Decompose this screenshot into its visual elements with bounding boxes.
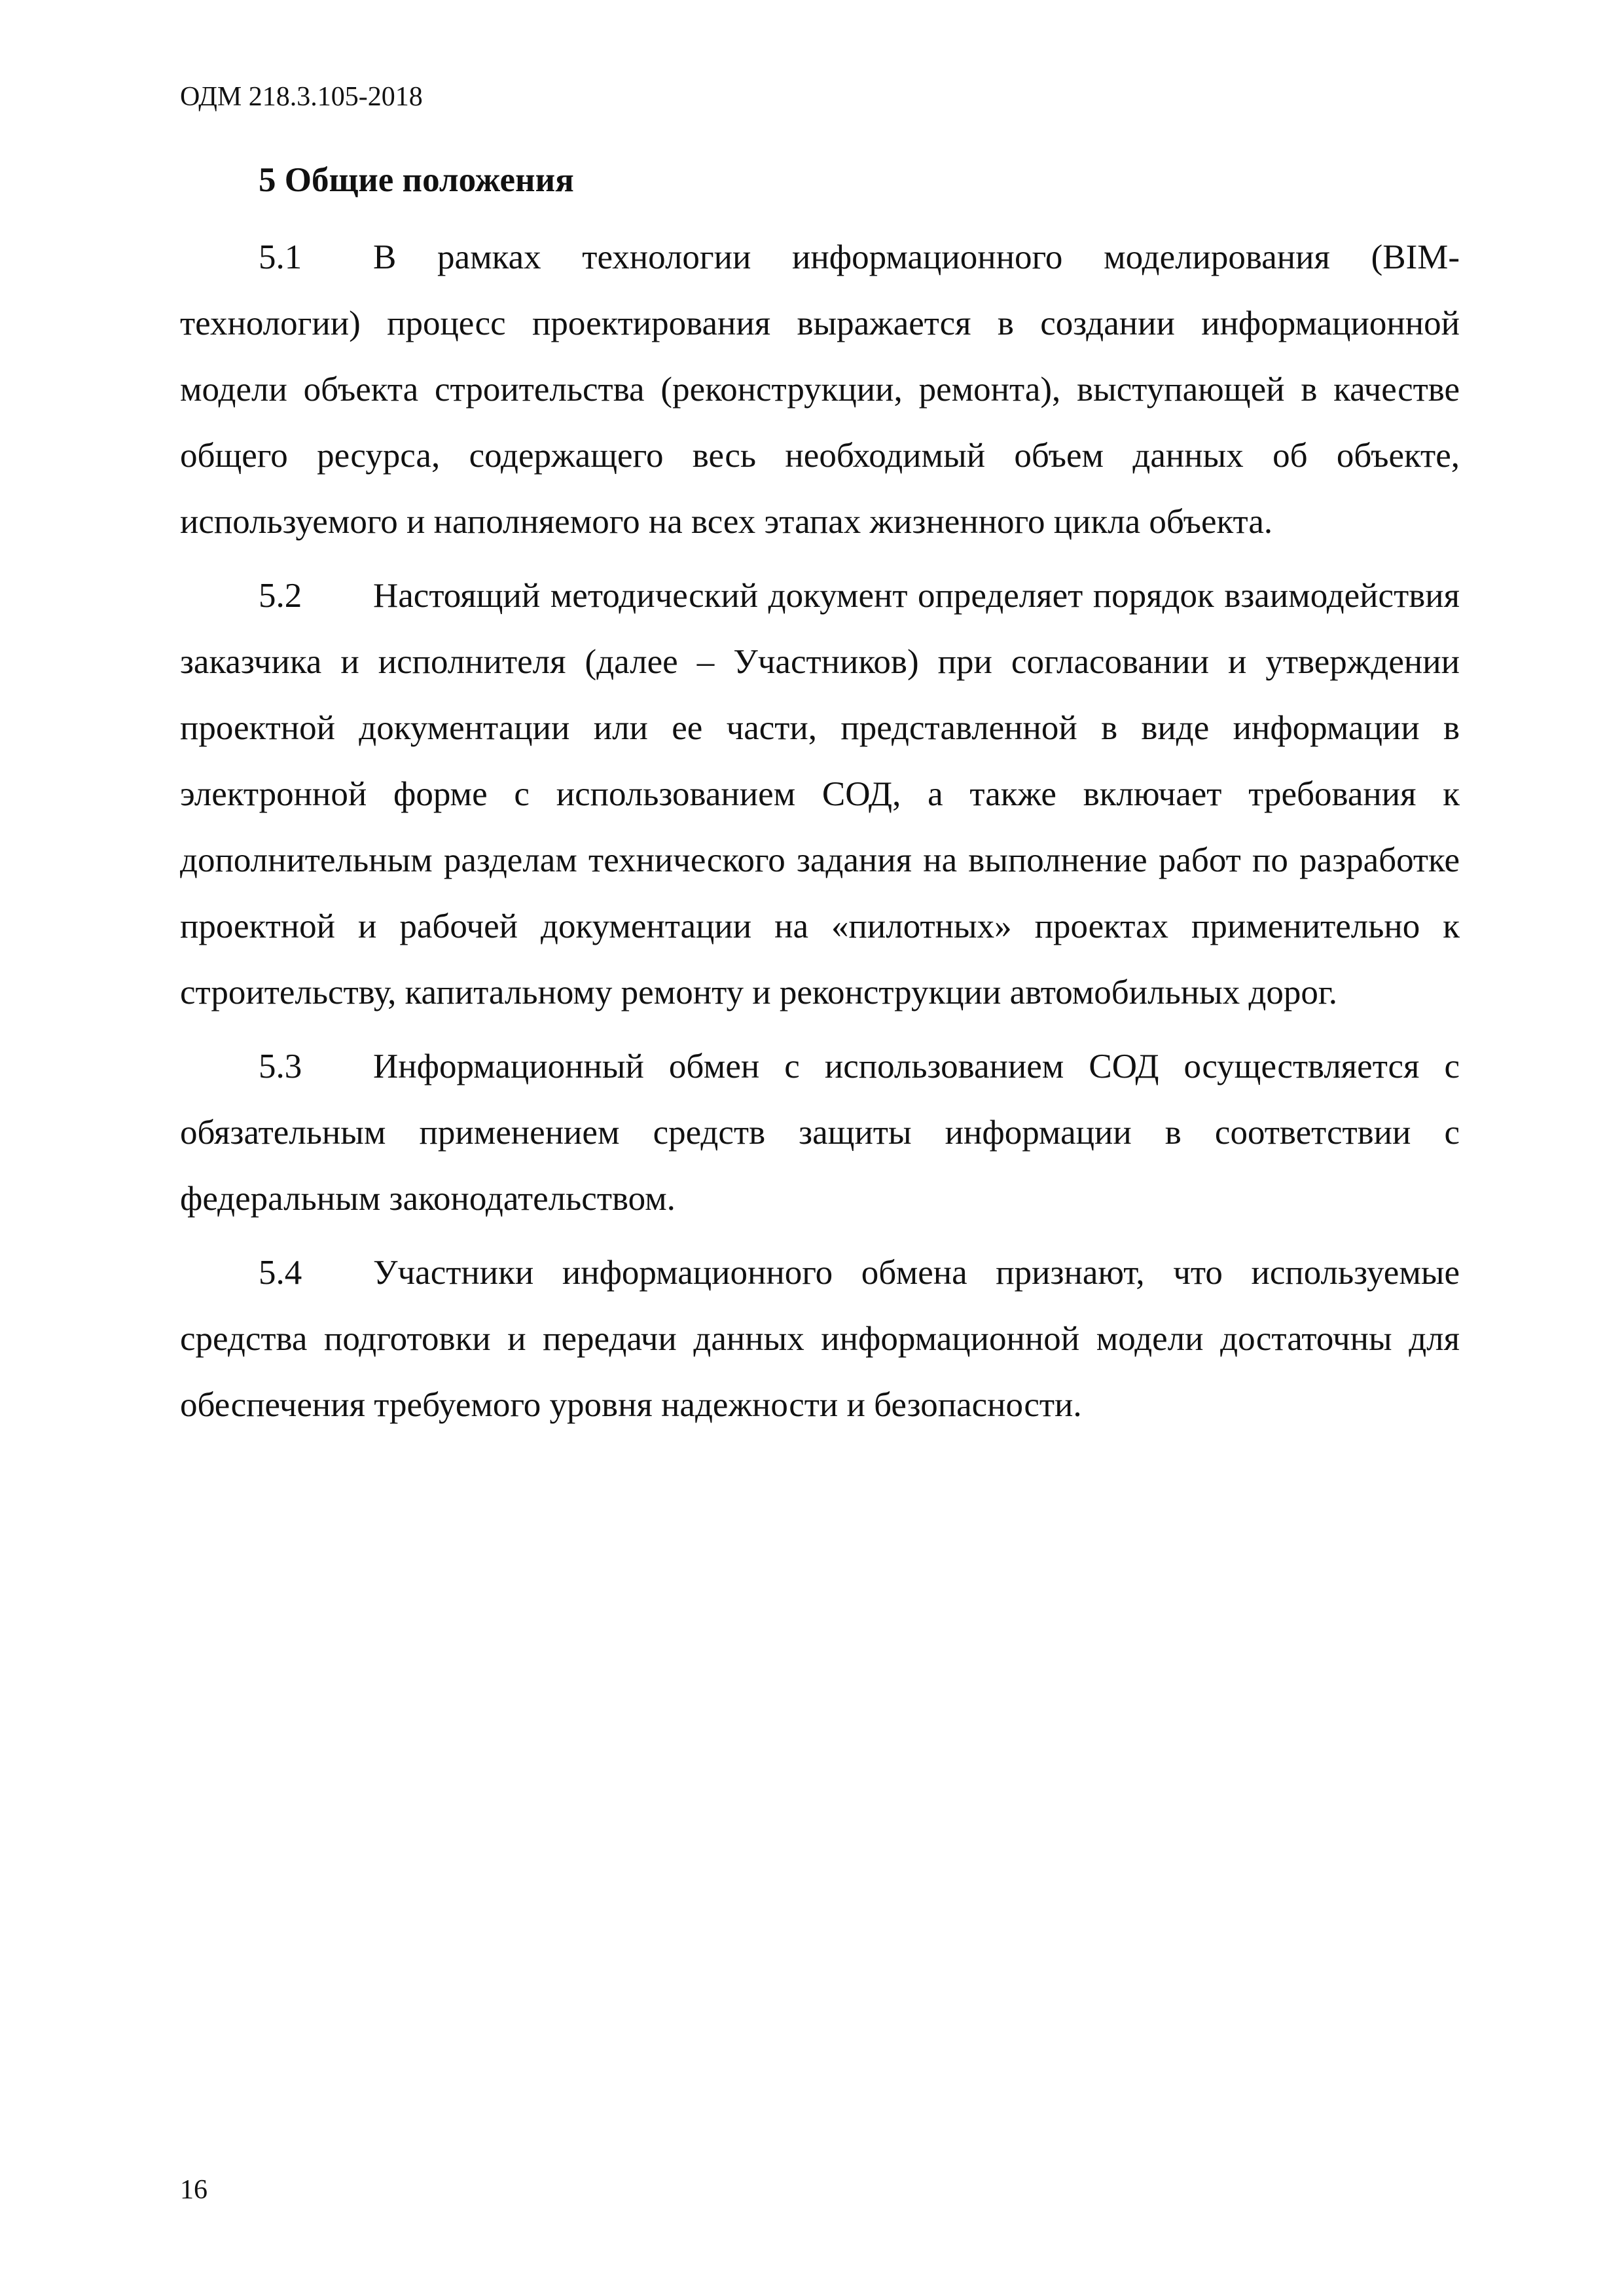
document-code: ОДМ 218.3.105-2018 <box>180 82 423 112</box>
paragraph-5-2 <box>180 563 1460 1026</box>
paragraph-text: Участники информационного обмена признают, что используемые средства подготовки и передачи данных информационной модели достаточны для обеспечения требуемого уровня надежности и безопасности. <box>180 1254 1460 1424</box>
page-number: 16 <box>180 2175 208 2205</box>
paragraph-text: Информационный обмен с использованием СОД осуществляется с обязательным применением средств защиты информации в соответствии с федеральным законодательством. <box>180 1048 1460 1218</box>
paragraph-number: 5.2 <box>259 577 302 615</box>
paragraph-5-3 <box>180 1034 1460 1232</box>
paragraph-text: Настоящий методический документ определяет порядок взаимодействия заказчика и исполнителя (далее – Участников) при согласовании и утверждении проектной документации или ее части, представленной в виде информации в электронной форме с использованием СОД, а также включает требования к дополнительным разделам технического задания на выполнение работ по разработке проектной и рабочей документации на «пилотных» проектах применительно к строительству, капитальному ремонту и реконструкции автомобильных дорог. <box>180 577 1460 1011</box>
paragraph-number: 5.3 <box>259 1048 302 1085</box>
paragraph-5-1 <box>180 225 1460 555</box>
paragraph-number: 5.1 <box>259 238 302 276</box>
section-heading: 5 Общие положения <box>259 161 574 199</box>
paragraph-5-4 <box>180 1240 1460 1438</box>
document-body <box>180 147 1460 1446</box>
paragraph-number: 5.4 <box>259 1254 302 1292</box>
paragraph-text: В рамках технологии информационного моделирования (BIM-технологии) процесс проектирования выражается в создании информационной модели объекта строительства (реконструкции, ремонта), выступающей в качестве общего ресурса, содержащего весь необходимый объем данных об объекте, используемого и наполняемого на всех этапах жизненного цикла объекта. <box>180 238 1460 541</box>
